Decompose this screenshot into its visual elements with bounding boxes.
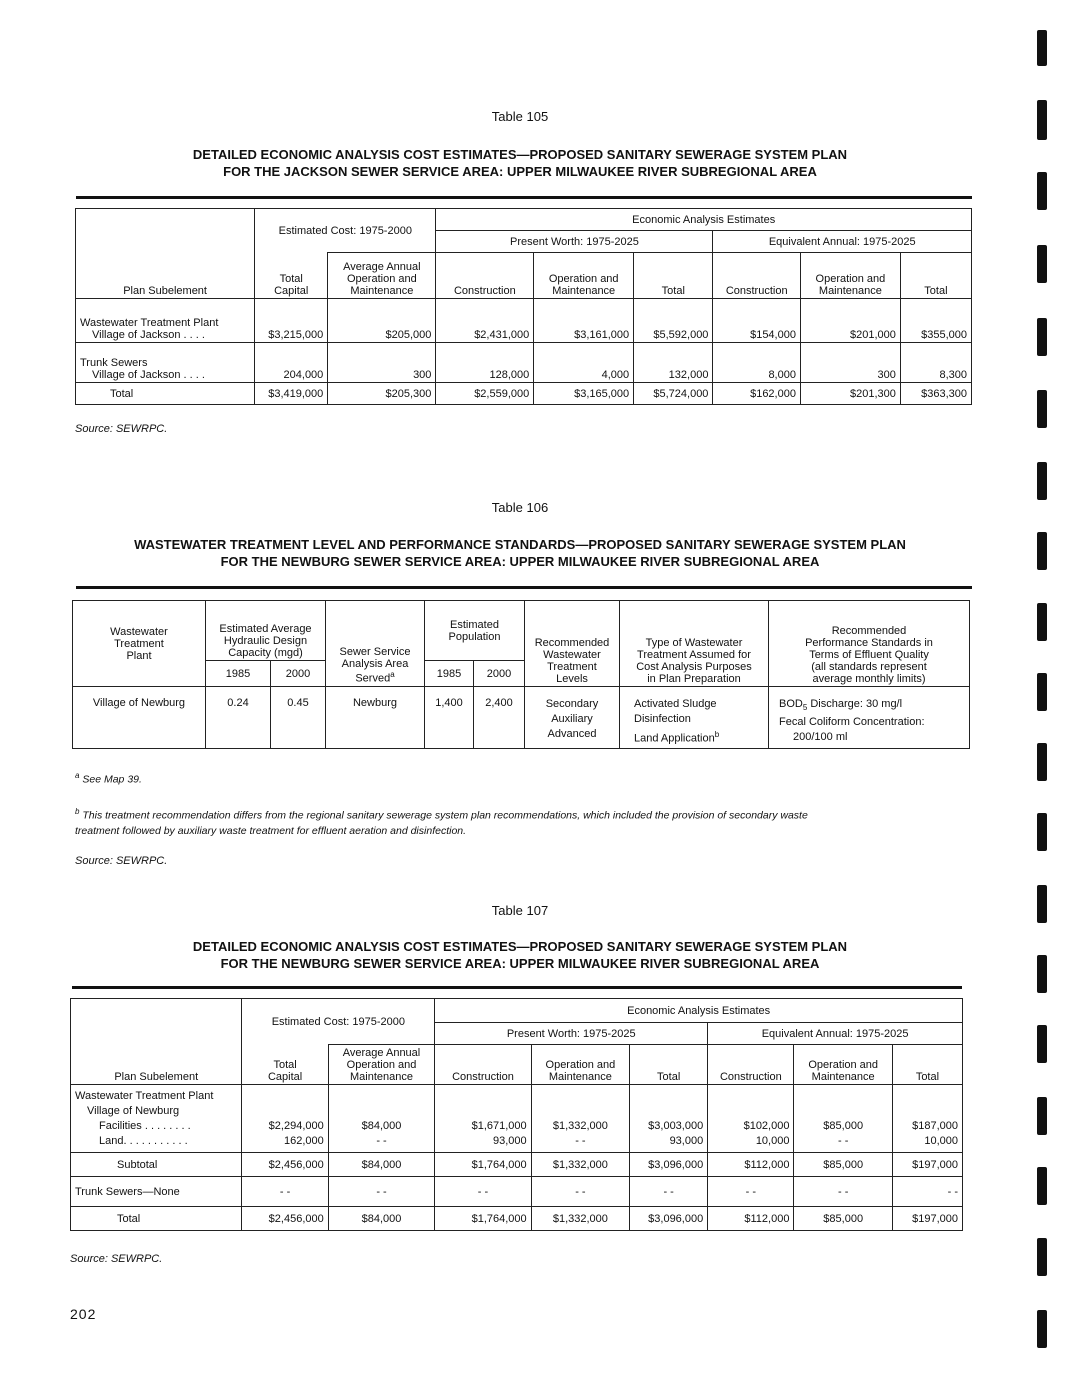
cell-line: Disinfection (634, 713, 691, 725)
cell: $363,300 (900, 383, 971, 405)
cell: $201,000 (800, 299, 900, 343)
table-105 (75, 208, 972, 405)
row-label (71, 1085, 242, 1153)
table-row-total (71, 1207, 963, 1231)
cell: $112,000 (708, 1207, 794, 1231)
header-om (794, 1045, 892, 1085)
header-line: Total (273, 1059, 297, 1071)
cell (708, 1085, 794, 1153)
table-107-source: Source: SEWRPC. (70, 1253, 163, 1265)
cell: $3,215,000 (255, 299, 328, 343)
cell-line: Secondary (545, 698, 599, 710)
table-row (76, 299, 972, 343)
row-label-line: Village of Jackson . . . . (92, 369, 205, 381)
header-line: Operation and (346, 1059, 417, 1071)
cell (328, 1085, 435, 1153)
cell: $201,300 (800, 383, 900, 405)
table-106-title-line2: FOR THE NEWBURG SEWER SERVICE AREA: UPPER MILWAUKEE RIVER SUBREGIONAL AREA (220, 554, 820, 569)
header-construction: Construction (708, 1045, 794, 1085)
cell: $84,000 (328, 1207, 435, 1231)
cell-line: - - (575, 1135, 586, 1147)
table-106-title (0, 536, 1040, 570)
cell-plant: Village of Newburg (73, 687, 206, 749)
row-label-line: Wastewater Treatment Plant (75, 1090, 214, 1102)
edge-mark (1037, 245, 1047, 283)
cell: 8,300 (900, 343, 971, 383)
cell: $154,000 (713, 299, 801, 343)
cell-line: Activated Sludge (634, 698, 717, 710)
header-line: Total (279, 273, 303, 285)
header-total: Total (634, 253, 713, 299)
header-line: Average Annual (343, 261, 421, 273)
cell: 128,000 (436, 343, 534, 383)
cell: $3,096,000 (630, 1153, 708, 1177)
cell-line: Fecal Coliform Concentration: (779, 716, 925, 729)
cell: 8,000 (713, 343, 801, 383)
cell-line: 162,000 (283, 1135, 324, 1147)
header-equivalent-annual: Equivalent Annual: 1975-2025 (708, 1023, 963, 1045)
header-estimated-cost: Estimated Cost: 1975-2000 (255, 209, 436, 253)
header-line: Operation and (808, 1059, 879, 1071)
table-107 (70, 998, 963, 1231)
cell: 1,400 (425, 687, 474, 749)
header-line: Served (355, 673, 391, 685)
footnote-marker: a (75, 771, 80, 780)
header-om (531, 1045, 629, 1085)
table-105-rule (76, 196, 972, 199)
cell-line: 10,000 (755, 1135, 790, 1147)
header-line: Operation and (545, 1059, 616, 1071)
table-107-title-line2: FOR THE NEWBURG SEWER SERVICE AREA: UPPER MILWAUKEE RIVER SUBREGIONAL AREA (220, 956, 820, 971)
edge-mark (1037, 1097, 1047, 1135)
row-label: Total (71, 1207, 242, 1231)
cell: - - (328, 1177, 435, 1207)
table-107-rule (72, 986, 962, 989)
table-106-source: Source: SEWRPC. (75, 855, 168, 867)
table-row-subtotal (71, 1153, 963, 1177)
header-line: Maintenance (818, 285, 882, 297)
cell-line: Discharge: 30 mg/l (807, 698, 903, 710)
table-106-number: Table 106 (491, 500, 549, 515)
header-total-capital (242, 1045, 328, 1085)
header-line: Sewer Service (339, 646, 411, 659)
edge-mark (1037, 390, 1047, 428)
edge-mark (1037, 1167, 1047, 1205)
header-line: Estimated Average (219, 623, 312, 635)
row-label-line: Land. . . . . . . . . . . (99, 1135, 188, 1147)
cell: $5,592,000 (634, 299, 713, 343)
edge-mark (1037, 673, 1047, 711)
cell: - - (630, 1177, 708, 1207)
cell: $3,096,000 (630, 1207, 708, 1231)
cell-line: 200/100 ml (793, 731, 848, 744)
header-line: Terms of Effluent Quality (809, 649, 929, 661)
edge-mark (1037, 1025, 1047, 1063)
header-line: Treatment (114, 637, 164, 650)
header-population (425, 601, 525, 661)
header-construction: Construction (436, 253, 534, 299)
table-106-title-line1: WASTEWATER TREATMENT LEVEL AND PERFORMANCE STANDARDS—PROPOSED SANITARY SEWERAGE SYSTEM PLAN (134, 537, 906, 552)
cell: - - (531, 1177, 629, 1207)
cell: $355,000 (900, 299, 971, 343)
header-line: (all standards represent (811, 661, 927, 673)
cell: 0.24 (206, 687, 271, 749)
cell: $205,300 (328, 383, 436, 405)
header-year: 2000 (271, 661, 326, 687)
table-row (73, 687, 970, 749)
cell: - - (708, 1177, 794, 1207)
footnote-text: treatment followed by auxiliary waste treatment for effluent aeration and disinfection. (75, 824, 467, 837)
cell: $84,000 (328, 1153, 435, 1177)
footnote-marker: b (75, 807, 80, 816)
header-line: Operation and (347, 273, 417, 285)
header-construction: Construction (435, 1045, 531, 1085)
header-plant (73, 601, 206, 687)
cell: $1,332,000 (531, 1207, 629, 1231)
header-plan-subelement: Plan Subelement (71, 999, 242, 1085)
header-line: Maintenance (811, 1071, 875, 1083)
cell-line: $1,332,000 (552, 1120, 608, 1132)
cell-line: $187,000 (912, 1120, 958, 1132)
edge-mark (1037, 318, 1047, 356)
cell: - - (892, 1177, 962, 1207)
cell: Newburg (326, 687, 425, 749)
header-line: Recommended (534, 637, 610, 649)
cell-line: $85,000 (823, 1120, 864, 1132)
cell: $2,559,000 (436, 383, 534, 405)
header-line: Type of Wastewater (645, 637, 743, 649)
edge-mark (1037, 813, 1047, 851)
cell: $3,161,000 (534, 299, 634, 343)
row-label-line: Village of Jackson . . . . (92, 329, 205, 341)
row-label (76, 343, 255, 383)
header-total: Total (900, 253, 971, 299)
cell (435, 1085, 531, 1153)
header-estimated-cost: Estimated Cost: 1975-2000 (242, 999, 435, 1045)
cell: $3,165,000 (534, 383, 634, 405)
cell-line: Auxiliary (551, 713, 593, 725)
row-label-line: Wastewater Treatment Plant (80, 317, 219, 329)
header-performance (769, 601, 970, 687)
header-om (800, 253, 900, 299)
header-line: Estimated (450, 618, 499, 631)
header-year: 1985 (425, 661, 474, 687)
row-label-line: Trunk Sewers (80, 357, 148, 369)
table-row (71, 1177, 963, 1207)
cell (794, 1085, 892, 1153)
header-line: Levels (556, 673, 588, 685)
cell: - - (794, 1177, 892, 1207)
cell: $205,000 (328, 299, 436, 343)
footnote-text: See Map 39. (82, 773, 142, 786)
header-line: Cost Analysis Purposes (636, 661, 752, 673)
cell-line: $3,003,000 (648, 1120, 704, 1132)
cell (892, 1085, 962, 1153)
header-line: Population (448, 630, 501, 643)
header-year: 2000 (474, 661, 525, 687)
page-number: 202 (70, 1306, 97, 1322)
footnote-marker: b (714, 730, 720, 739)
header-line: in Plan Preparation (647, 673, 741, 685)
header-line: Operation and (548, 273, 619, 285)
table-107-title (0, 938, 1040, 972)
table-105-number: Table 105 (491, 109, 549, 124)
header-type (620, 601, 769, 687)
row-label-line: Village of Newburg (87, 1105, 180, 1117)
table-row-total (76, 383, 972, 405)
header-line: Capital (267, 1071, 303, 1083)
cell-line: - - (837, 1135, 849, 1147)
header-levels (525, 601, 620, 687)
edge-mark (1037, 1238, 1047, 1276)
header-line: Wastewater (110, 625, 168, 638)
subscript: 5 (802, 703, 808, 713)
row-label: Subtotal (71, 1153, 242, 1177)
cell-line: BOD (779, 698, 803, 710)
header-line: Operation and (815, 273, 886, 285)
cell: - - (242, 1177, 328, 1207)
cell-line: 93,000 (669, 1135, 704, 1147)
header-line: Hydraulic Design (223, 635, 308, 647)
footnote-text: This treatment recommendation differs from the regional sanitary sewerage system plan recommendations, which included the provision of secondary waste (82, 809, 808, 822)
table-107-title-line1: DETAILED ECONOMIC ANALYSIS COST ESTIMATES—PROPOSED SANITARY SEWERAGE SYSTEM PLAN (192, 939, 848, 954)
header-avg-annual-om (328, 1045, 435, 1085)
header-line: Maintenance (350, 285, 414, 297)
header-line: Wastewater (543, 649, 601, 661)
header-line: Maintenance (552, 285, 616, 297)
cell-line: 93,000 (493, 1135, 527, 1147)
table-107-number: Table 107 (491, 903, 549, 918)
cell: - - (435, 1177, 531, 1207)
cell-line: $1,671,000 (471, 1120, 527, 1132)
cell: $1,332,000 (531, 1153, 629, 1177)
cell (242, 1085, 328, 1153)
header-line: Maintenance (548, 1071, 612, 1083)
cell: $1,764,000 (435, 1207, 531, 1231)
table-106-rule (76, 586, 972, 589)
edge-mark (1037, 462, 1047, 500)
cell-line: Land Application (634, 732, 715, 745)
cell-performance (769, 687, 970, 749)
cell: 2,400 (474, 687, 525, 749)
cell: $162,000 (713, 383, 801, 405)
edge-mark (1037, 1310, 1047, 1348)
cell: 204,000 (255, 343, 328, 383)
cell-levels (525, 687, 620, 749)
cell-line: 10,000 (924, 1135, 958, 1147)
header-line: Average Annual (342, 1047, 421, 1059)
cell: 300 (800, 343, 900, 383)
cell: 0.45 (271, 687, 326, 749)
cell: $2,456,000 (242, 1153, 328, 1177)
cell (630, 1085, 708, 1153)
table-105-source: Source: SEWRPC. (75, 423, 168, 435)
header-plan-subelement: Plan Subelement (76, 209, 255, 299)
cell-line: $84,000 (361, 1120, 402, 1132)
row-label: Total (76, 383, 255, 405)
header-total: Total (892, 1045, 962, 1085)
cell-type (620, 687, 769, 749)
cell-line: - - (376, 1135, 387, 1147)
cell-line: $2,294,000 (268, 1120, 324, 1132)
cell: $197,000 (892, 1153, 962, 1177)
cell: 300 (328, 343, 436, 383)
header-present-worth: Present Worth: 1975-2025 (435, 1023, 708, 1045)
header-economic-analysis: Economic Analysis Estimates (435, 999, 963, 1023)
header-om (534, 253, 634, 299)
header-line: Recommended (831, 625, 907, 637)
header-line: Treatment (547, 661, 597, 673)
cell (531, 1085, 629, 1153)
table-105-title-line1: DETAILED ECONOMIC ANALYSIS COST ESTIMATES—PROPOSED SANITARY SEWERAGE SYSTEM PLAN (192, 147, 848, 162)
row-label: Trunk Sewers—None (71, 1177, 242, 1207)
table-105-title-line2: FOR THE JACKSON SEWER SERVICE AREA: UPPER MILWAUKEE RIVER SUBREGIONAL AREA (223, 164, 817, 179)
header-line: average monthly limits) (812, 673, 926, 685)
footnote-b (75, 804, 975, 839)
table-row (71, 1085, 963, 1153)
cell: 4,000 (534, 343, 634, 383)
cell: $2,431,000 (436, 299, 534, 343)
header-year: 1985 (206, 661, 271, 687)
table-105-title (0, 146, 1040, 180)
cell: $112,000 (708, 1153, 794, 1177)
header-equivalent-annual: Equivalent Annual: 1975-2025 (713, 231, 972, 253)
header-line: Treatment Assumed for (637, 649, 751, 661)
header-line: Performance Standards in (805, 637, 933, 649)
cell: $3,419,000 (255, 383, 328, 405)
table-row (76, 343, 972, 383)
header-construction: Construction (713, 253, 801, 299)
cell-line: $102,000 (743, 1120, 790, 1132)
cell: $85,000 (794, 1207, 892, 1231)
header-line: Plant (126, 649, 152, 662)
row-label (76, 299, 255, 343)
footnote-a (75, 768, 142, 788)
cell: $2,456,000 (242, 1207, 328, 1231)
header-served (326, 601, 425, 687)
cell: $85,000 (794, 1153, 892, 1177)
cell: 132,000 (634, 343, 713, 383)
cell-line: Advanced (547, 728, 597, 740)
edge-mark (1037, 743, 1047, 781)
cell: $5,724,000 (634, 383, 713, 405)
header-capacity (206, 601, 326, 661)
row-label-line: Facilities . . . . . . . . (99, 1120, 191, 1132)
cell: $1,764,000 (435, 1153, 531, 1177)
header-line: Analysis Area (341, 658, 409, 671)
table-106 (72, 600, 970, 749)
cell: $197,000 (892, 1207, 962, 1231)
header-economic-analysis: Economic Analysis Estimates (436, 209, 972, 231)
edge-mark (1037, 603, 1047, 641)
header-line: Capacity (mgd) (228, 647, 303, 659)
footnote-marker: a (390, 670, 395, 680)
header-line: Capital (274, 285, 309, 297)
header-total-capital (255, 253, 328, 299)
header-line: Maintenance (350, 1071, 413, 1083)
header-present-worth: Present Worth: 1975-2025 (436, 231, 713, 253)
edge-mark (1037, 30, 1047, 66)
header-total: Total (630, 1045, 708, 1085)
header-avg-annual-om (328, 253, 436, 299)
